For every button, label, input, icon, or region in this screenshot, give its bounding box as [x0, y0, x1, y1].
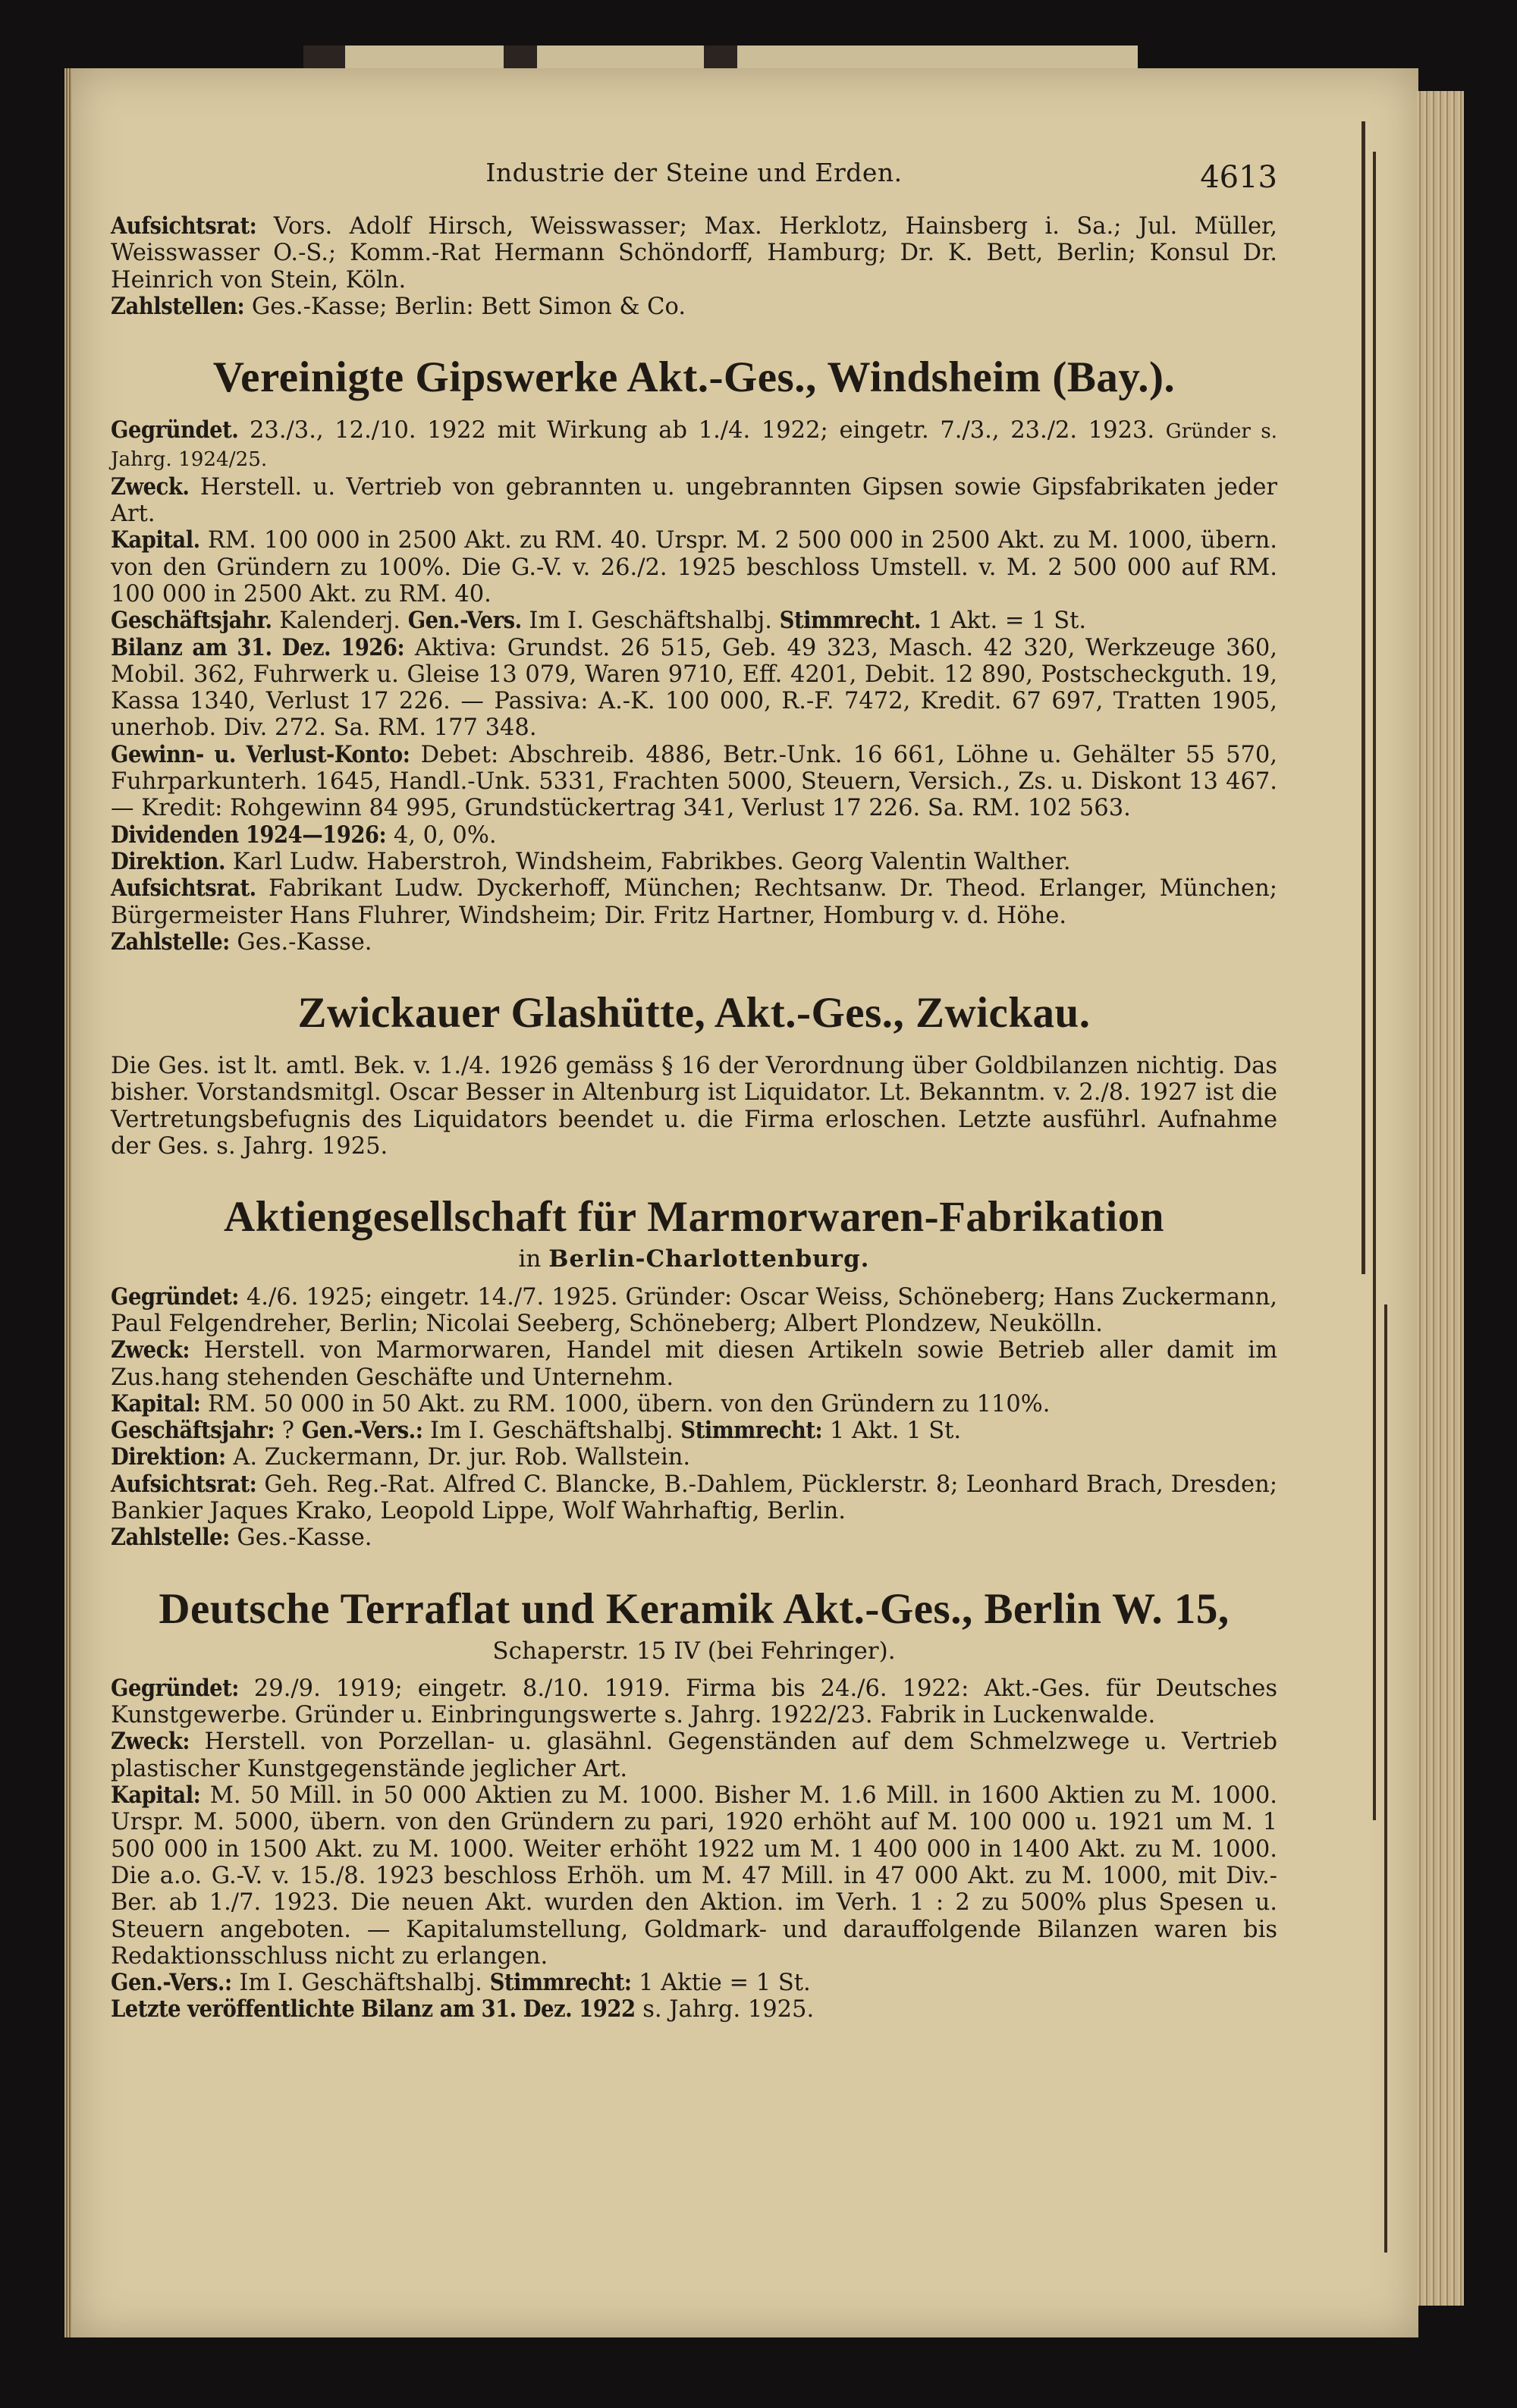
label-zweck: Zweck.	[111, 472, 190, 501]
text-gegruendet: 4./6. 1925; eingetr. 14./7. 1925. Gründer: Oscar Weiss, Schöneberg; Hans Zuckermann, Paul Felgendreher, Berlin; Nicolai Seeberg, Schöneberg; Albert Plondzew, Neukölln.	[111, 1283, 1278, 1337]
entry-geschaeftsjahr	[111, 607, 1277, 634]
label-gegruendet: Gegründet.	[111, 416, 239, 444]
label-zahlstelle: Zahlstelle:	[111, 1524, 230, 1552]
text-zahlstelle: Ges.-Kasse.	[237, 928, 372, 956]
entry-zweck	[111, 1728, 1277, 1782]
text-zweck: Herstell. von Marmorwaren, Handel mit diesen Artikeln sowie Betrieb aller damit im Zus.hang stehenden Geschäfte und Unternehm.	[111, 1337, 1277, 1391]
intro-zahlstellen	[111, 294, 1277, 320]
entry-geschaeftsjahr	[111, 1417, 1277, 1444]
entry-zahlstelle	[111, 929, 1277, 956]
text-geschaeftsjahr: Kalenderj.	[279, 607, 400, 635]
text-aufsichtsrat: Fabrikant Ludw. Dyckerhoff, München; Rechtsanw. Dr. Theod. Erlanger, München; Bürgermeister Hans Fluhrer, Windsheim; Dir. Fritz Hartner, Homburg v. d. Höhe.	[111, 875, 1277, 929]
label-genvers: Gen.-Vers.:	[301, 1417, 423, 1445]
subtitle-place: Berlin-Charlottenburg.	[548, 1245, 870, 1273]
company-title: Aktiengesellschaft für Marmorwaren-Fabrikation	[224, 1193, 1164, 1242]
text-gegruendet: 23./3., 12./10. 1922 mit Wirkung ab 1./4. 1922; eingetr. 7./3., 23./2. 1923.	[250, 417, 1155, 444]
entry-kapital	[111, 1782, 1277, 1970]
label-zweck: Zweck:	[111, 1728, 190, 1756]
text-direktion: A. Zuckermann, Dr. jur. Rob. Wallstein.	[233, 1444, 691, 1471]
label-aufsichtsrat: Aufsichtsrat:	[111, 1470, 257, 1498]
label-geschaeftsjahr: Geschäftsjahr:	[111, 1417, 275, 1445]
entry-gegruendet	[111, 1284, 1277, 1338]
label-kapital: Kapital:	[111, 1782, 201, 1810]
entry-letzte-bilanz	[111, 1996, 1277, 2023]
page-stack-edge	[1417, 91, 1464, 2306]
text-zweck: Herstell. u. Vertrieb von gebrannten u. ungebrannten Gipsen sowie Gipsfabrikaten jeder Art.	[111, 473, 1277, 528]
entry-kapital	[111, 1391, 1277, 1417]
label-direktion: Direktion.	[111, 847, 226, 875]
margin-tick	[1362, 121, 1365, 1274]
intro-section	[111, 213, 1277, 320]
label-geschaeftsjahr: Geschäftsjahr.	[111, 607, 272, 635]
label-stimmrecht: Stimmrecht.	[779, 607, 921, 635]
page-header	[111, 155, 1277, 201]
label-genvers: Gen.-Vers.	[407, 607, 522, 635]
text-zahlstellen: Ges.-Kasse; Berlin: Bett Simon & Co.	[251, 293, 686, 320]
intro-aufsichtsrat	[111, 213, 1277, 294]
company-subtitle	[111, 1246, 1277, 1273]
company-entry-zwickauer	[111, 989, 1277, 1160]
text-dividenden: 4, 0, 0%.	[393, 821, 497, 849]
entry-zahlstelle	[111, 1524, 1277, 1551]
text-gruender: Gründer s. Jahrg. 1924/25.	[111, 420, 1277, 472]
text-aufsichtsrat: Vors. Adolf Hirsch, Weisswasser; Max. Herklotz, Hainsberg i. Sa.; Jul. Müller, Weisswasser O.-S.; Komm.-Rat Hermann Schöndorff, Hamburg; Dr. K. Bett, Berlin; Konsul Dr. Heinrich von Stein, Köln.	[111, 213, 1277, 294]
entry-aufsichtsrat	[111, 1471, 1277, 1525]
entry-dividenden	[111, 822, 1277, 849]
text-stimmrecht: 1 Aktie = 1 St.	[639, 1970, 811, 1997]
label-kapital: Kapital.	[111, 526, 200, 554]
entry-zweck	[111, 474, 1277, 528]
text-genvers: Im I. Geschäftshalbj.	[239, 1970, 482, 1997]
text-letzte-bilanz: s. Jahrg. 1925.	[642, 1996, 815, 2023]
page-content	[111, 155, 1277, 2023]
label-aufsichtsrat: Aufsichtsrat.	[111, 874, 256, 903]
label-stimmrecht: Stimmrecht:	[489, 1969, 632, 1997]
company-entry-marmorwaren	[111, 1193, 1277, 1551]
entry-text: Die Ges. ist lt. amtl. Bek. v. 1./4. 1926 gemäss § 16 der Verordnung über Goldbilanzen nichtig. Das bisher. Vorstandsmitgl. Oscar Besser in Altenburg ist Liquidator. Lt. Bekanntm. v. 2./8. 1927 ist die Vertretungsbefugnis des Liquidators beendet u. die Firma erloschen. Letzte ausführl. Aufnahme der Ges. s. Jahrg. 1925.	[111, 1053, 1277, 1160]
label-gegruendet: Gegründet:	[111, 1674, 239, 1702]
entry-gegruendet	[111, 1675, 1277, 1729]
text-direktion: Karl Ludw. Haberstroh, Windsheim, Fabrikbes. Georg Valentin Walther.	[232, 848, 1071, 875]
label-aufsichtsrat: Aufsichtsrat:	[111, 212, 257, 240]
entry-gegruendet	[111, 417, 1277, 474]
text-genvers: Im I. Geschäftshalbj.	[529, 607, 772, 635]
text-aufsichtsrat: Geh. Reg.-Rat. Alfred C. Blancke, B.-Dahlem, Pücklerstr. 8; Leonhard Brach, Dresden; Bankier Jaques Krako, Leopold Lippe, Wolf Wahrhaftig, Berlin.	[111, 1471, 1277, 1524]
entry-aufsichtsrat	[111, 875, 1277, 929]
label-genvers: Gen.-Vers.:	[111, 1969, 232, 1997]
company-title: Zwickauer Glashütte, Akt.-Ges., Zwickau.	[297, 989, 1091, 1038]
text-gewinn-verlust: Debet: Abschreib. 4886, Betr.-Unk. 16 661, Löhne u. Gehälter 55 570, Fuhrparkunterh. 1645, Handl.-Unk. 5331, Frachten 5000, Steuern, Versich., Zs. u. Diskont 13 467. — Kredit: Rohgewinn 84 995, Grundstückertrag 341, Verlust 17 226. Sa. RM. 102 563.	[111, 741, 1277, 822]
entry-gewinn-verlust	[111, 742, 1277, 822]
label-letzte-bilanz: Letzte veröffentlichte Bilanz am 31. Dez. 1922	[111, 1995, 636, 2023]
text-zahlstelle: Ges.-Kasse.	[237, 1524, 372, 1552]
margin-marks	[1346, 121, 1415, 2321]
company-entry-terraflat	[111, 1585, 1277, 2023]
label-direktion: Direktion:	[111, 1443, 226, 1471]
label-kapital: Kapital:	[111, 1389, 201, 1417]
text-stimmrecht: 1 Akt. = 1 St.	[928, 607, 1087, 635]
text-kapital: RM. 50 000 in 50 Akt. zu RM. 1000, übern. von den Gründern zu 110%.	[207, 1390, 1051, 1417]
label-bilanz: Bilanz am 31. Dez. 1926:	[111, 633, 405, 661]
text-genvers: Im I. Geschäftshalbj.	[430, 1417, 674, 1445]
entry-genvers	[111, 1970, 1277, 1996]
running-head: Industrie der Steine und Erden.	[485, 158, 903, 187]
entry-bilanz	[111, 635, 1277, 742]
label-zweck: Zweck:	[111, 1336, 190, 1364]
text-zweck: Herstell. von Porzellan- u. glasähnl. Gegenständen auf dem Schmelzwege u. Vertrieb plastischer Kunstgegenstände jeglicher Art.	[111, 1728, 1277, 1782]
label-dividenden: Dividenden 1924—1926:	[111, 821, 387, 849]
subtitle-prefix: in	[518, 1245, 542, 1273]
text-geschaeftsjahr: ?	[281, 1417, 295, 1445]
company-entry-gipswerke	[111, 353, 1277, 956]
page-number: 4613	[1200, 160, 1277, 195]
label-stimmrecht: Stimmrecht:	[680, 1417, 823, 1445]
text-stimmrecht: 1 Akt. 1 St.	[829, 1417, 962, 1445]
label-zahlstelle: Zahlstelle:	[111, 928, 230, 956]
margin-tick	[1384, 1304, 1387, 2253]
company-address: Schaperstr. 15 IV (bei Fehringer).	[492, 1637, 896, 1665]
label-gewinn-verlust: Gewinn- u. Verlust-Konto:	[111, 740, 410, 768]
company-title: Vereinigte Gipswerke Akt.-Ges., Windsheim (Bay.).	[212, 353, 1176, 402]
entry-direktion	[111, 1444, 1277, 1471]
text-kapital: M. 50 Mill. in 50 000 Aktien zu M. 1000. Bisher M. 1.6 Mill. in 1600 Aktien zu M. 1000. Urspr. M. 5000, übern. von den Gründern zu pari, 1920 erhöht auf M. 100 000 u. 1921 um M. 1 500 000 in 1500 Akt. zu M. 1000. Weiter erhöht 1922 um M. 1 400 000 in 1400 Akt. zu M. 1000. Die a.o. G.-V. v. 15./8. 1923 beschloss Erhöh. um M. 47 Mill. in 47 000 Akt. zu M. 1000, mit Div.-Ber. ab 1./7. 1923. Die neuen Akt. wurden den Aktion. im Verh. 1 : 2 zu 500% plus Spesen u. Steuern angeboten. — Kapitalumstellung, Goldmark- und darauffolgende Bilanzen waren bis Redaktionsschluss nicht zu erlangen.	[111, 1782, 1277, 1970]
text-kapital: RM. 100 000 in 2500 Akt. zu RM. 40. Urspr. M. 2 500 000 in 2500 Akt. zu M. 1000, übern. von den Gründern zu 100%. Die G.-V. v. 26./2. 1925 beschloss Umstell. v. M. 2 500 000 auf RM. 100 000 in 2500 Akt. zu RM. 40.	[111, 527, 1278, 607]
label-gegruendet: Gegründet:	[111, 1282, 239, 1311]
text-gegruendet: 29./9. 1919; eingetr. 8./10. 1919. Firma bis 24./6. 1922: Akt.-Ges. für Deutsches Kunstgewerbe. Gründer u. Einbringungswerte s. Jahrg. 1922/23. Fabrik in Luckenwalde.	[111, 1675, 1277, 1729]
entry-direktion	[111, 849, 1277, 875]
label-zahlstellen: Zahlstellen:	[111, 292, 245, 320]
margin-tick	[1373, 152, 1376, 1820]
entry-zweck	[111, 1337, 1277, 1391]
entry-kapital	[111, 527, 1277, 607]
text-bilanz: Aktiva: Grundst. 26 515, Geb. 49 323, Masch. 42 320, Werkzeuge 360, Mobil. 362, Fuhrwerk u. Gleise 13 079, Waren 9710, Eff. 4201, Debit. 12 890, Postscheckguth. 19, Kassa 1340, Verlust 17 226. — Passiva: A.-K. 100 000, R.-F. 7472, Kredit. 67 697, Tratten 1905, unerhob. Div. 272. Sa. RM. 177 348.	[111, 634, 1277, 742]
company-title: Deutsche Terraflat und Keramik Akt.-Ges., Berlin W. 15,	[159, 1584, 1230, 1633]
